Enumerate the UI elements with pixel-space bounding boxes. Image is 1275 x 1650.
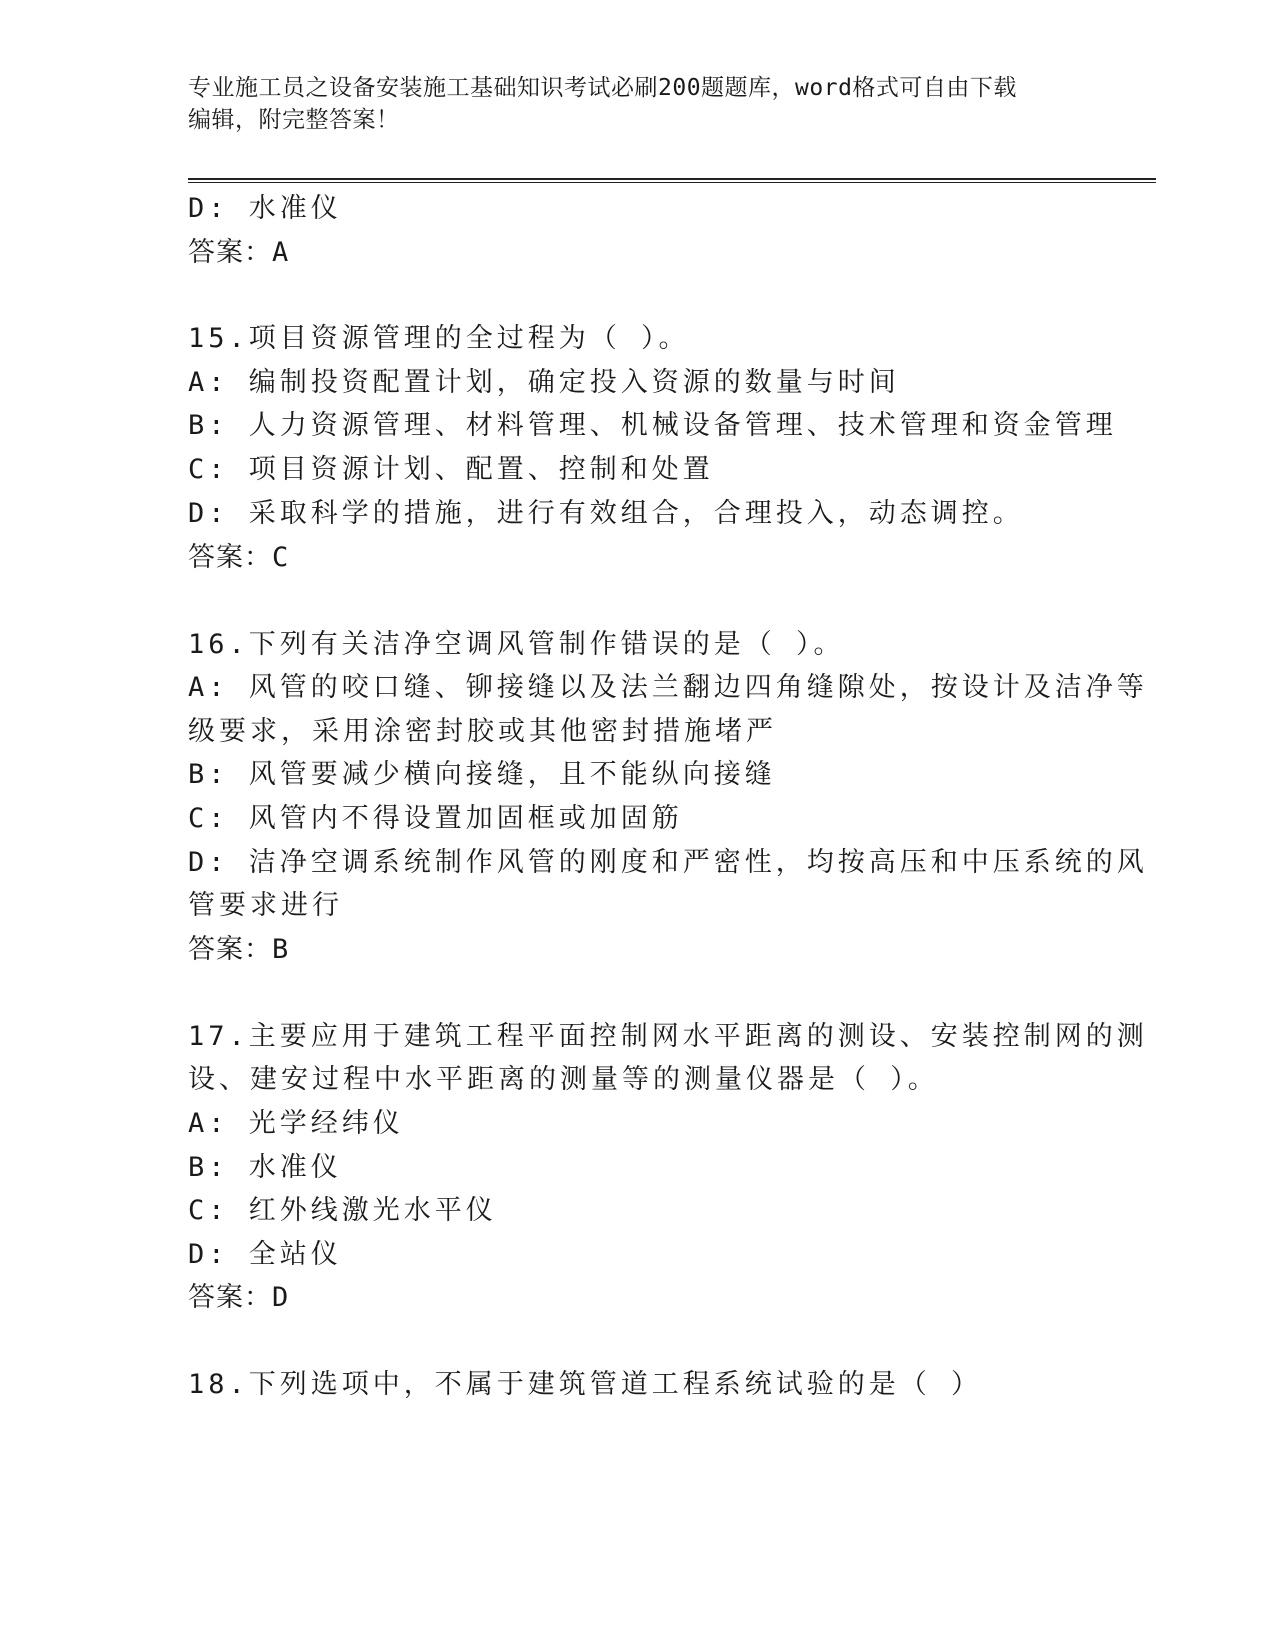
q17-stem-line1: 17.主要应用于建筑工程平面控制网水平距离的测设、安装控制网的测 (188, 1021, 1148, 1052)
q17-stem-line2: 设、建安过程中水平距离的测量等的测量仪器是（ ）。 (188, 1064, 939, 1095)
q15-answer (188, 535, 289, 581)
q16-option-c: C: 风管内不得设置加固框或加固筋 (188, 803, 683, 834)
q18-stem: 18.下列选项中，不属于建筑管道工程系统试验的是（ ） (188, 1369, 983, 1400)
q15-option-c: C: 项目资源计划、配置、控制和处置 (188, 454, 714, 485)
prev-option-d: D: 水准仪 (188, 193, 342, 224)
q16-stem: 16.下列有关洁净空调风管制作错误的是（ ）。 (188, 629, 845, 660)
q16-option-d-line2: 管要求进行 (188, 890, 343, 921)
prev-answer (188, 230, 289, 276)
answer-label: 答案： (188, 542, 272, 573)
q16-option-a-line1: A: 风管的咬口缝、铆接缝以及法兰翻边四角缝隙处，按设计及洁净等 (188, 672, 1148, 703)
answer-value: A (272, 237, 290, 268)
answer-value: B (272, 934, 290, 965)
answer-label: 答案： (188, 237, 272, 268)
q17-option-a: A: 光学经纬仪 (188, 1108, 404, 1139)
q17-answer (188, 1275, 289, 1321)
header-title-line2: 编辑，附完整答案！ (188, 107, 400, 133)
header-title-line1: 专业施工员之设备安装施工基础知识考试必刷200题题库，word格式可自由下载 (188, 75, 1017, 101)
q17-option-b: B: 水准仪 (188, 1152, 342, 1183)
answer-value: D (272, 1282, 290, 1313)
answer-label: 答案： (188, 1282, 272, 1313)
q15-option-b: B: 人力资源管理、材料管理、机械设备管理、技术管理和资金管理 (188, 410, 1117, 441)
q17-option-c: C: 红外线激光水平仪 (188, 1195, 497, 1226)
answer-label: 答案： (188, 934, 272, 965)
q15-stem: 15.项目资源管理的全过程为（ ）。 (188, 323, 690, 354)
q17-option-d: D: 全站仪 (188, 1239, 342, 1270)
q15-option-a: A: 编制投资配置计划，确定投入资源的数量与时间 (188, 367, 900, 398)
header-divider (188, 178, 1156, 183)
q16-answer (188, 927, 289, 973)
q16-option-a-line2: 级要求，采用涂密封胶或其他密封措施堵严 (188, 716, 777, 747)
q15-option-d: D: 采取科学的措施，进行有效组合，合理投入，动态调控。 (188, 498, 1024, 529)
answer-value: C (272, 542, 290, 573)
q16-option-d-line1: D: 洁净空调系统制作风管的刚度和严密性，均按高压和中压系统的风 (188, 847, 1148, 878)
q16-option-b: B: 风管要减少横向接缝，且不能纵向接缝 (188, 759, 776, 790)
document-header (188, 72, 1068, 136)
